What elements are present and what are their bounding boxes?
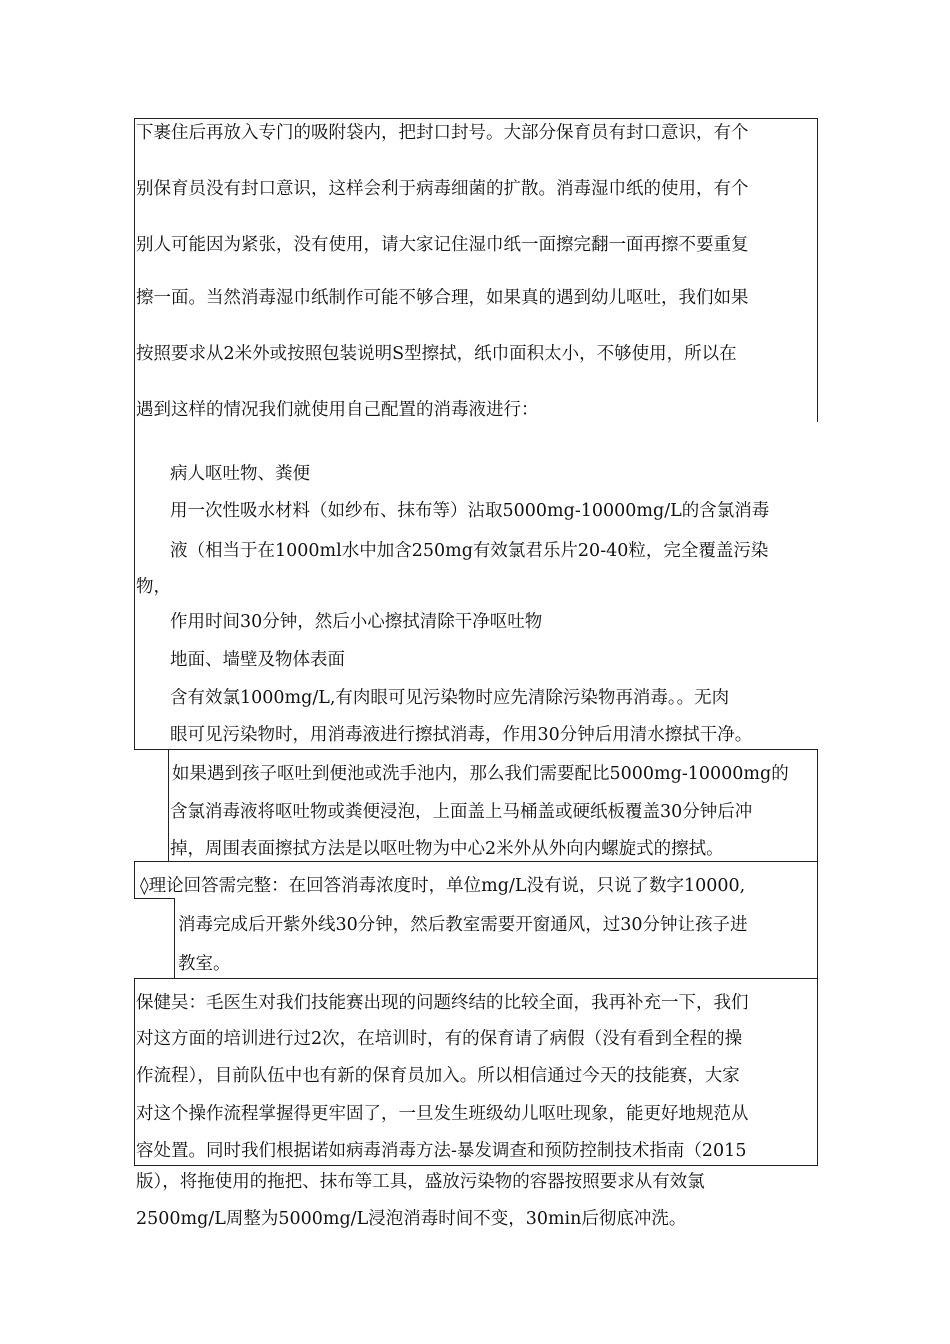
baojian-line-2: 对这方面的培训进行过2次，在培训时，有的保育请了病假（没有看到全程的操 [136,1029,743,1049]
baojian-line-5: 容处置。同时我们根据诺如病毒消毒方法-暴发调查和预防控制技术指南（2015 [136,1141,747,1161]
row4-bottom-border [134,978,818,979]
table-top-border [134,118,818,119]
intro-line-3: 别人可能因为紧张，没有使用，请大家记住湿巾纸一面擦完翻一面再擦不要重复 [136,235,749,255]
row5-right-border [817,978,818,1166]
toilet-line-3: 掉，周围表面擦拭方法是以呕吐物为中心2米外从外向内螺旋式的擦拭。 [170,839,724,859]
row3-right-border [817,861,818,979]
row3-left-border [134,861,135,899]
guide-line-2: 液（相当于在1000ml水中加含250mg有效氯君乐片20-40粒，完全覆盖污染 [170,541,769,561]
tail-line-2: 2500mg/L周整为5000mg/L浸泡消毒时间不变，30min后彻底冲洗。 [136,1209,687,1229]
guide-heading-vomit: 病人呕吐物、粪便 [170,464,310,484]
toilet-line-1: 如果遇到孩子呕吐到便池或洗手池内，那么我们需要配比5000mg-10000mg的 [172,764,789,784]
guide-line-1: 用一次性吸水材料（如纱布、抹布等）沾取5000mg-10000mg/L的含氯消毒 [170,501,770,521]
row1-bottom-border [134,749,818,750]
after-line-1: 消毒完成后开紫外线30分钟，然后教室需要开窗通风，过30分钟让孩子进 [178,915,748,935]
intro-line-5: 按照要求从2米外或按照包装说明S型擦拭，纸巾面积太小，不够使用，所以在 [136,344,737,364]
toilet-line-2: 含氯消毒液将呕吐物或粪便浸泡，上面盖上马桶盖或硬纸板覆盖30分钟后冲 [170,802,753,822]
tail-line-1: 版），将拖使用的拖把、抹布等工具，盛放污染物的容器按照要求从有效氯 [136,1172,705,1192]
guide-line-4: 作用时间30分钟，然后小心擦拭清除干净呕吐物 [170,612,543,632]
baojian-line-1: 保健吴：毛医生对我们技能赛出现的问题终结的比较全面，我再补充一下，我们 [136,993,749,1013]
row5-left-border [134,978,135,1166]
baojian-line-4: 对这个操作流程掌握得更牢固了，一旦发生班级幼儿呕吐现象，能更好地规范从 [136,1104,749,1124]
row4-left-border [174,898,175,979]
row3-bottom-border [134,898,174,899]
guide-line-6: 眼可见污染物时，用消毒液进行擦拭消毒，作用30分钟后用清水擦拭干净。 [170,725,753,745]
intro-line-4: 擦一面。当然消毒湿巾纸制作可能不够合理，如果真的遇到幼儿呕吐，我们如果 [136,288,749,308]
note-line: ◊理论回答需完整：在回答消毒浓度时，单位mg/L没有说，只说了数字10000, [140,876,746,896]
intro-line-1: 下裹住后再放入专门的吸附袋内，把封口封号。大部分保育员有封口意识，有个 [136,123,749,143]
baojian-line-3: 作流程），目前队伍中也有新的保育员加入。所以相信通过今天的技能赛，大家 [136,1066,740,1086]
row2-left-border [168,749,169,862]
row1-left-border [134,118,135,750]
row1-right-border [817,118,818,422]
guide-line-5: 含有效氯1000mg/L,有肉眼可见污染物时应先清除污染物再消毒。。无肉 [170,688,730,708]
guide-heading-surface: 地面、墙壁及物体表面 [170,650,345,670]
intro-line-6: 遇到这样的情况我们就使用自己配置的消毒液进行： [136,400,539,420]
row2-bottom-border [134,861,818,862]
intro-line-2: 别保育员没有封口意识，这样会利于病毒细菌的扩散。消毒湿巾纸的使用，有个 [136,179,749,199]
after-line-2: 教室。 [178,954,231,974]
row2-right-border [817,749,818,862]
row5-bottom-border [134,1165,818,1166]
guide-line-3: 物， [136,577,171,597]
